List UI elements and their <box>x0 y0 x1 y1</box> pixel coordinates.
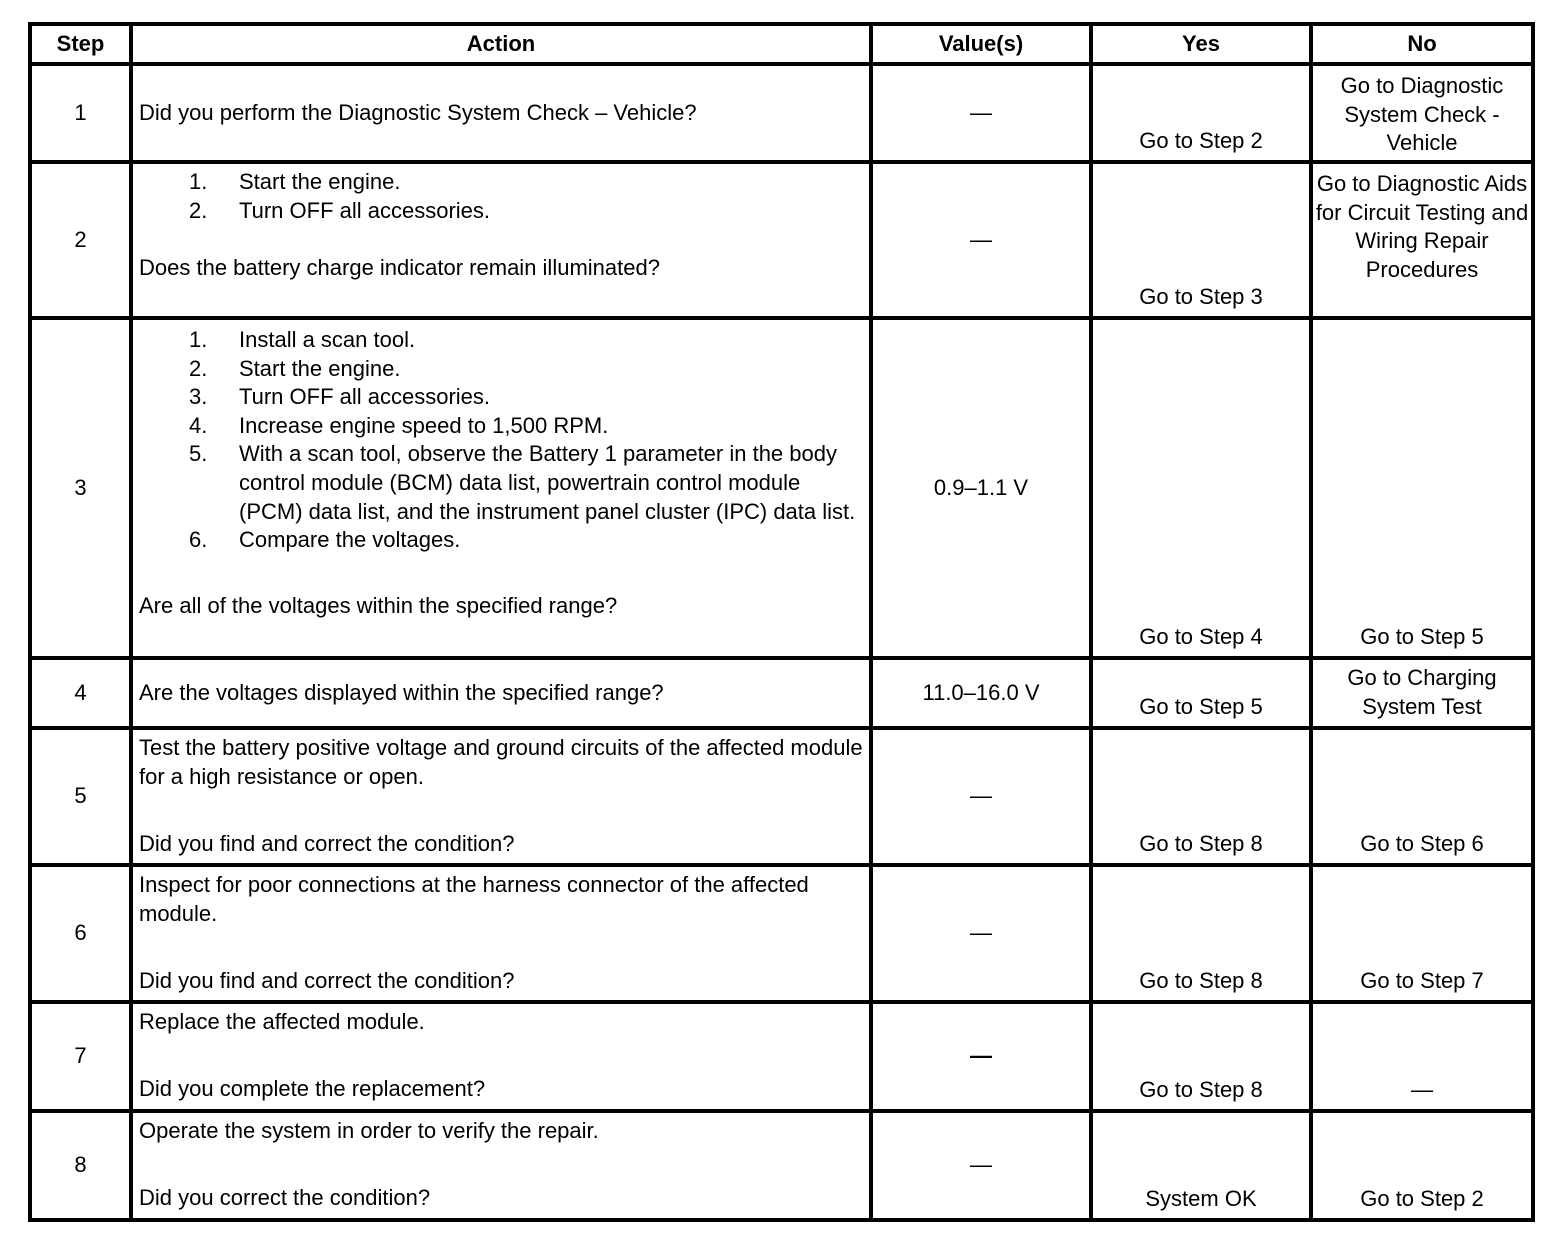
no-cell: Go to Diagnostic System Check - Vehicle <box>1311 64 1533 162</box>
list-item <box>189 383 863 412</box>
table-row <box>30 162 1533 318</box>
action-instruction: Replace the affected module. <box>139 1009 425 1034</box>
header-action: Action <box>131 24 871 64</box>
value-cell: — <box>871 728 1091 865</box>
list-item <box>189 526 863 555</box>
item-text: Increase engine speed to 1,500 RPM. <box>239 412 609 438</box>
action-steps <box>139 326 863 555</box>
action-cell <box>131 318 871 658</box>
list-item <box>189 197 863 226</box>
no-cell: Go to Diagnostic Aids for Circuit Testing and Wiring Repair Procedures <box>1311 162 1533 318</box>
table-row <box>30 728 1533 865</box>
value-cell: — <box>871 162 1091 318</box>
value-cell: — <box>871 865 1091 1002</box>
action-cell <box>131 658 871 728</box>
item-text: Turn OFF all accessories. <box>239 384 491 410</box>
action-cell <box>131 1111 871 1220</box>
value-cell: 0.9–1.1 V <box>871 318 1091 658</box>
header-row <box>30 24 1533 64</box>
action-question: Did you find and correct the condition? <box>139 830 515 856</box>
action-instruction: Inspect for poor connections at the harness connector of the affected module. <box>139 872 809 926</box>
yes-cell: Go to Step 3 <box>1091 162 1311 318</box>
list-item <box>189 355 863 384</box>
yes-cell: Go to Step 8 <box>1091 728 1311 865</box>
action-instruction: Test the battery positive voltage and ground circuits of the affected module for a high resistance or open. <box>139 735 863 789</box>
list-item <box>189 412 863 441</box>
list-item <box>189 326 863 355</box>
table-row <box>30 64 1533 162</box>
item-number: 2. <box>189 197 208 223</box>
step-number: 8 <box>30 1111 131 1220</box>
no-cell: — <box>1311 1002 1533 1111</box>
value-cell: 11.0–16.0 V <box>871 658 1091 728</box>
table-row <box>30 318 1533 658</box>
yes-cell: Go to Step 8 <box>1091 865 1311 1002</box>
action-cell <box>131 1002 871 1111</box>
item-text: Install a scan tool. <box>239 327 416 352</box>
action-question: Does the battery charge indicator remain illuminated? <box>139 254 660 280</box>
table-row <box>30 1111 1533 1220</box>
value-cell: — <box>871 1111 1091 1220</box>
step-number: 6 <box>30 865 131 1002</box>
item-text: Compare the voltages. <box>239 527 461 553</box>
item-number: 1. <box>189 327 208 352</box>
item-number: 2. <box>189 355 208 381</box>
header-values: Value(s) <box>871 24 1091 64</box>
no-cell: Go to Step 5 <box>1311 318 1533 658</box>
value-cell: — <box>871 1002 1091 1111</box>
yes-cell: Go to Step 2 <box>1091 64 1311 162</box>
yes-cell: Go to Step 5 <box>1091 658 1311 728</box>
item-text: With a scan tool, observe the Battery 1 parameter in the body control module (BCM) data list, powertrain control module (PCM) data list, and the instrument panel cluster (IPC) data list. <box>239 441 856 524</box>
value-cell: — <box>871 64 1091 162</box>
action-question: Did you find and correct the condition? <box>139 967 515 993</box>
table-row <box>30 658 1533 728</box>
no-cell: Go to Step 2 <box>1311 1111 1533 1220</box>
action-question: Are all of the voltages within the specified range? <box>139 592 618 618</box>
action-question: Did you complete the replacement? <box>139 1076 486 1102</box>
list-item <box>189 440 863 526</box>
yes-cell: System OK <box>1091 1111 1311 1220</box>
action-cell <box>131 162 871 318</box>
action-question: Did you correct the condition? <box>139 1185 431 1211</box>
action-cell <box>131 865 871 1002</box>
item-number: 4. <box>189 412 208 438</box>
item-text: Start the engine. <box>239 355 401 381</box>
step-number: 5 <box>30 728 131 865</box>
action-question: Did you perform the Diagnostic System Check – Vehicle? <box>139 99 697 125</box>
item-text: Turn OFF all accessories. <box>239 197 491 223</box>
item-text: Start the engine. <box>239 169 401 194</box>
list-item <box>189 168 863 197</box>
action-cell <box>131 64 871 162</box>
action-steps <box>139 168 863 225</box>
step-number: 2 <box>30 162 131 318</box>
header-yes: Yes <box>1091 24 1311 64</box>
no-cell: Go to Charging System Test <box>1311 658 1533 728</box>
header-no: No <box>1311 24 1533 64</box>
item-number: 3. <box>189 384 208 410</box>
step-number: 1 <box>30 64 131 162</box>
table-row <box>30 1002 1533 1111</box>
yes-cell: Go to Step 4 <box>1091 318 1311 658</box>
item-number: 1. <box>189 169 208 194</box>
step-number: 4 <box>30 658 131 728</box>
action-cell <box>131 728 871 865</box>
item-number: 6. <box>189 527 208 553</box>
no-cell: Go to Step 7 <box>1311 865 1533 1002</box>
diagnostic-table <box>28 22 1535 1222</box>
action-instruction: Operate the system in order to verify the repair. <box>139 1118 599 1143</box>
header-step: Step <box>30 24 131 64</box>
yes-cell: Go to Step 8 <box>1091 1002 1311 1111</box>
step-number: 3 <box>30 318 131 658</box>
no-cell: Go to Step 6 <box>1311 728 1533 865</box>
item-number: 5. <box>189 441 208 467</box>
step-number: 7 <box>30 1002 131 1111</box>
action-question: Are the voltages displayed within the specified range? <box>139 679 664 705</box>
table-row <box>30 865 1533 1002</box>
